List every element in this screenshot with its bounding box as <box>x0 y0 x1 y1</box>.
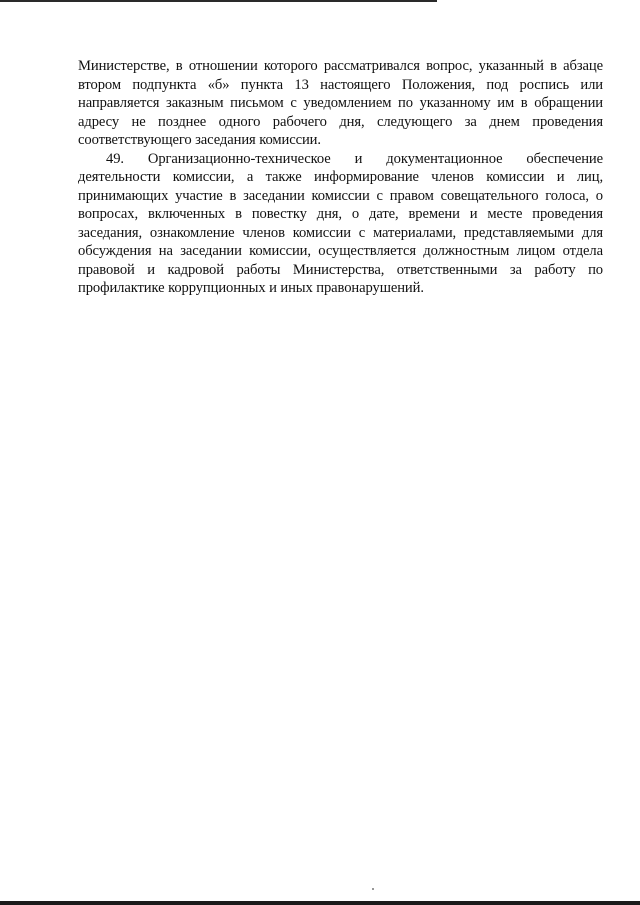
scan-top-edge <box>0 0 437 2</box>
document-page <box>78 57 603 298</box>
scan-bottom-edge <box>0 901 640 905</box>
paragraph-49: 49. Организационно-техническое и документационное обеспечение деятельности комиссии, а также информирование членов комиссии и лиц, принимающих участие в заседании комиссии с правом совещательного голоса, о вопросах, включенных в повестку дня, о дате, времени и месте проведения заседания, ознакомление членов комиссии с материалами, представляемыми для обсуждения на заседании комиссии, осуществляется должностным лицом отдела правовой и кадровой работы Министерства, ответственными за работу по профилактике коррупционных и иных правонарушений. <box>78 150 603 296</box>
paragraph-continuation: Министерстве, в отношении которого рассматривался вопрос, указанный в абзаце втором подпункта «б» пункта 13 настоящего Положения, под роспись или направляется заказным письмом с уведомлением по указанному им в обращении адресу не позднее одного рабочего дня, следующего за днем проведения соответствующего заседания комиссии. <box>78 58 603 148</box>
scan-speck <box>372 888 374 890</box>
